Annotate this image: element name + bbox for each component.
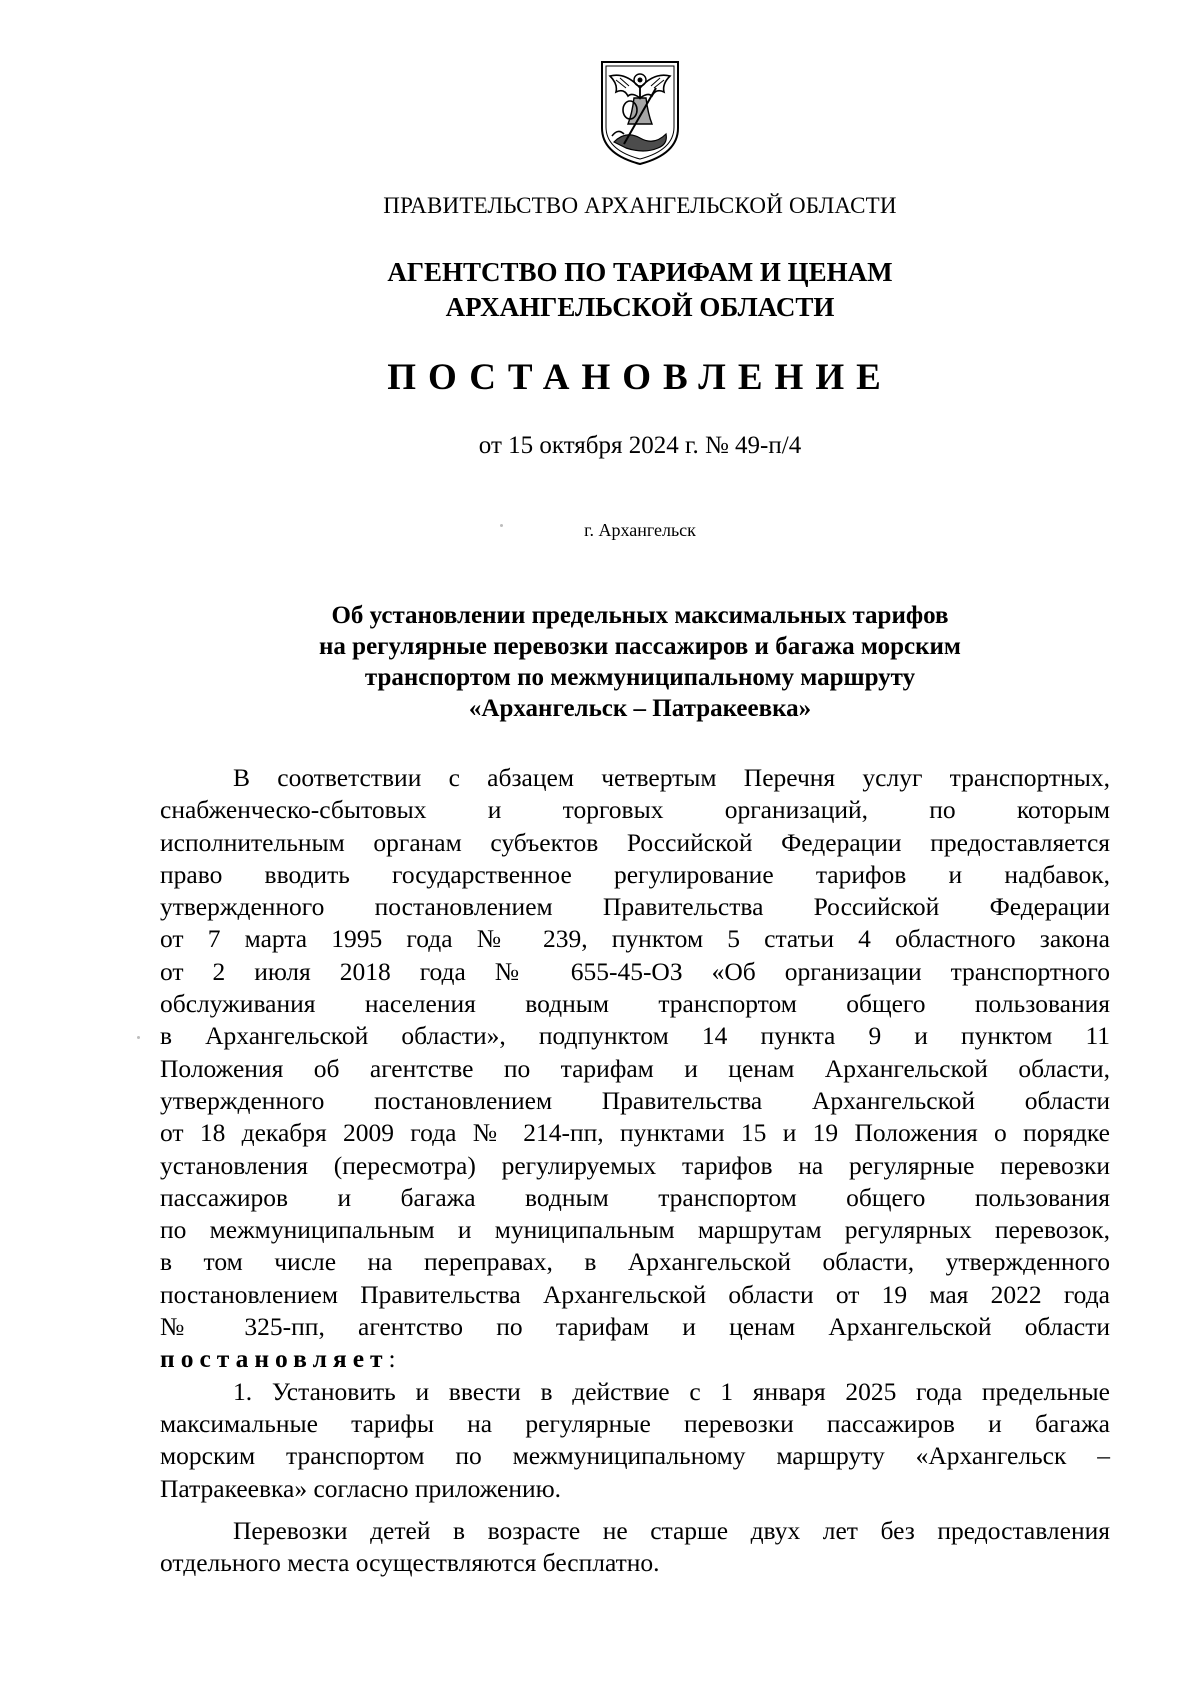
scan-speck: [137, 1036, 140, 1039]
text-line: по межмуниципальным и муниципальным маршрутам регулярных перевозок,: [160, 1215, 1110, 1245]
text-line: от 2 июля 2018 года № 655-45-ОЗ «Об организации транспортного: [160, 956, 1110, 986]
document-date-number: от 15 октября 2024 г. № 49-п/4: [478, 432, 802, 459]
text-line: отдельного места осуществляются бесплатно.: [160, 1548, 660, 1578]
document-type: ПОСТАНОВЛЕНИЕ: [387, 357, 893, 398]
coat-of-arms-icon: [596, 58, 684, 168]
text-line: № 325-пп, агентство по тарифам и ценам Архангельской области: [160, 1312, 1110, 1342]
document-title: [0, 600, 1200, 724]
text-line: Перевозки детей в возрасте не старше двух лет без предоставления: [233, 1515, 1110, 1545]
item-1-note-paragraph: [160, 1515, 1110, 1580]
government-name: ПРАВИТЕЛЬСТВО АРХАНГЕЛЬСКОЙ ОБЛАСТИ: [383, 193, 897, 218]
text-line: утвержденного постановлением Правительства Архангельской области: [160, 1085, 1110, 1115]
preamble-paragraph: [160, 762, 1110, 1376]
text-line: право вводить государственное регулирование тарифов и надбавок,: [160, 859, 1110, 889]
text-line: Патракеевка» согласно приложению.: [160, 1473, 562, 1503]
title-line: Об установлении предельных максимальных тарифов: [331, 602, 949, 629]
text-line: от 18 декабря 2009 года № 214-пп, пунктами 15 и 19 Положения о порядке: [160, 1118, 1110, 1148]
text-line: морским транспортом по межмуниципальному маршруту «Архангельск –: [160, 1441, 1110, 1471]
decree-colon: :: [388, 1344, 396, 1374]
text-line: 1. Установить и ввести в действие с 1 января 2025 года предельные: [233, 1376, 1110, 1406]
text-line: максимальные тарифы на регулярные перевозки пассажиров и багажа: [160, 1408, 1110, 1438]
agency-name-line: АГЕНТСТВО ПО ТАРИФАМ И ЦЕНАМ: [387, 257, 893, 287]
agency-name-line: АРХАНГЕЛЬСКОЙ ОБЛАСТИ: [445, 292, 835, 322]
text-line: в Архангельской области», подпунктом 14 пункта 9 и пунктом 11: [160, 1021, 1110, 1051]
text-line: Положения об агентстве по тарифам и ценам Архангельской области,: [160, 1053, 1110, 1083]
text-line: утвержденного постановлением Правительства Российской Федерации: [160, 892, 1110, 922]
text-line: обслуживания населения водным транспортом общего пользования: [160, 989, 1110, 1019]
text-line: снабженческо-сбытовых и торговых организаций, по которым: [160, 795, 1110, 825]
scan-speck: [500, 524, 503, 527]
text-line: пассажиров и багажа водным транспортом общего пользования: [160, 1182, 1110, 1212]
text-line: постановлением Правительства Архангельской области от 19 мая 2022 года: [160, 1279, 1110, 1309]
decree-word: постановляет: [160, 1344, 389, 1374]
decree-line: [160, 1343, 1110, 1375]
title-line: на регулярные перевозки пассажиров и багажа морским: [319, 633, 961, 660]
text-line: исполнительным органам субъектов Российской Федерации предоставляется: [160, 827, 1110, 857]
text-line: от 7 марта 1995 года № 239, пунктом 5 статьи 4 областного закона: [160, 924, 1110, 954]
title-line: транспортом по межмуниципальному маршруту: [364, 664, 916, 691]
item-1-paragraph: [160, 1376, 1110, 1505]
text-line: В соответствии с абзацем четвертым Перечня услуг транспортных,: [233, 763, 1110, 792]
text-line: в том числе на переправах, в Архангельской области, утвержденного: [160, 1247, 1110, 1277]
document-city: г. Архангельск: [584, 520, 696, 540]
agency-name: [0, 255, 1200, 325]
title-line: «Архангельск – Патракеевка»: [468, 695, 812, 722]
document-body: [160, 762, 1110, 1579]
text-line: установления (пересмотра) регулируемых тарифов на регулярные перевозки: [160, 1150, 1110, 1180]
